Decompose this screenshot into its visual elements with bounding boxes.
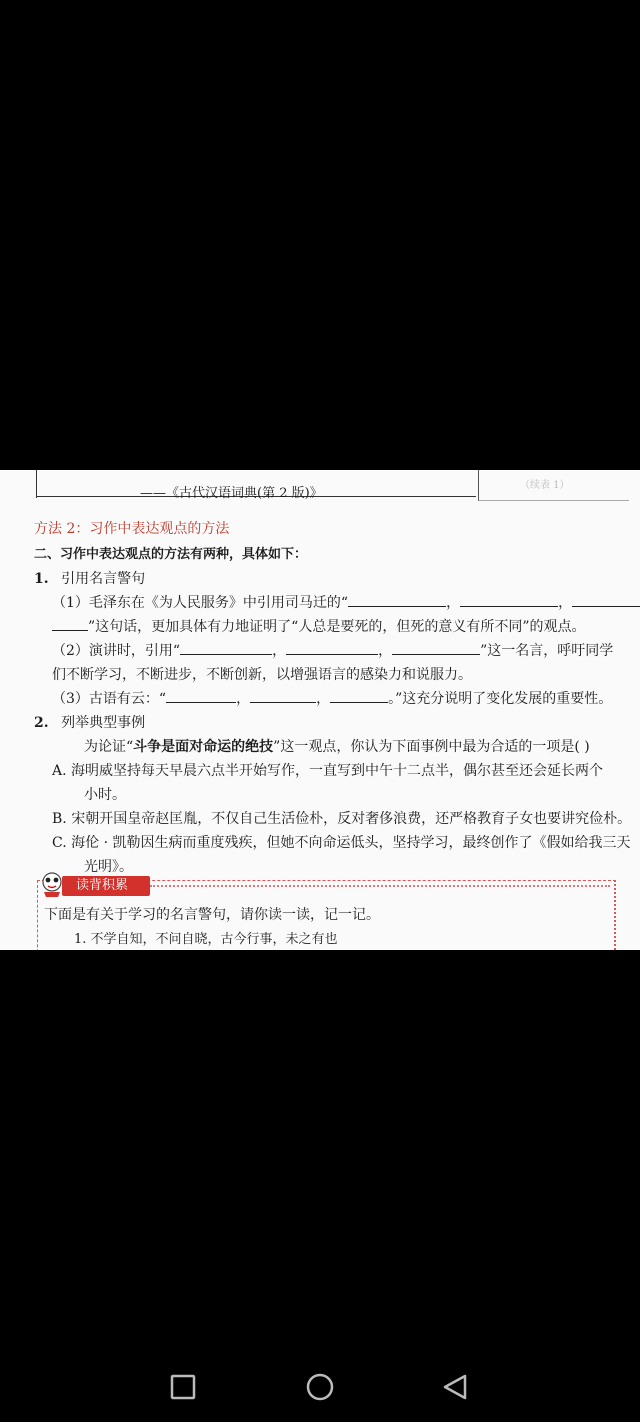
q1-sep-2: ， <box>558 595 573 611</box>
q2-text-a: （2）演讲时，引用“ <box>52 643 181 659</box>
item2-heading <box>34 712 145 732</box>
q1-blank-1[interactable] <box>348 594 446 607</box>
question-1-line-2 <box>52 616 585 636</box>
item2-number: 2. <box>34 715 49 731</box>
q1-sep-1: ， <box>446 595 461 611</box>
q2-blank-3[interactable] <box>392 642 480 655</box>
q3-text-b: 。”这充分说明了变化发展的重要性。 <box>388 691 613 707</box>
q3-sep-1: ， <box>236 691 251 707</box>
item1-heading <box>34 568 145 588</box>
q2-text-b: ”这一名言，呼吁同学 <box>480 643 614 659</box>
question-2-line-1 <box>52 640 613 660</box>
option-c-line-2: 光明》。 <box>84 859 133 875</box>
q3-blank-3[interactable] <box>330 690 388 703</box>
q1-text-b: ”这句话，更加具体有力地证明了“人总是要死的，但死的意义有所不同”的观点。 <box>88 619 586 635</box>
triangle-back-icon[interactable] <box>440 1372 470 1402</box>
item2-title: 列举典型事例 <box>61 715 146 731</box>
table-border-left <box>36 470 37 498</box>
reading-intro: 下面是有关于学习的名言警句，请你读一读，记一记。 <box>44 907 380 923</box>
mascot-icon <box>38 870 66 898</box>
q3-sep-2: ， <box>316 691 331 707</box>
option-b: B. 宋朝开国皇帝赵匡胤，不仅自己生活俭朴，反对奢侈浪费，还严格教育子女也要讲究俭朴。 <box>52 811 632 827</box>
stem-bold: 斗争是面对命运的绝技 <box>133 739 274 755</box>
q2-sep-2: ， <box>378 643 393 659</box>
square-icon[interactable] <box>168 1372 198 1402</box>
document-page <box>0 470 640 950</box>
item1-title: 引用名言警句 <box>61 571 146 587</box>
option-c-line-1: C. 海伦 · 凯勒因生病而重度残疾，但她不向命运低头，坚持学习，最终创作了《假如给我三天 <box>52 835 631 851</box>
q1-blank-3-cont[interactable] <box>52 618 88 631</box>
question-1-line-1 <box>52 592 640 612</box>
reading-box-dotted-top <box>150 885 610 887</box>
item2-stem <box>84 736 590 756</box>
option-a-line-2: 小时。 <box>84 787 126 803</box>
q2-blank-2[interactable] <box>286 642 378 655</box>
intro-text: 二、习作中表达观点的方法有两种，具体如下： <box>34 547 308 562</box>
stem-text-a: 为论证“ <box>84 739 134 755</box>
circle-icon[interactable] <box>305 1372 335 1402</box>
q3-blank-2[interactable] <box>250 690 316 703</box>
q1-blank-3[interactable] <box>572 594 640 607</box>
question-2-line-2: 们不断学习，不断进步，不断创新，以增强语言的感染力和说服力。 <box>52 667 472 683</box>
stem-text-b: ”这一观点，你认为下面事例中最为合适的一项是( ) <box>273 739 590 755</box>
question-3 <box>52 688 612 708</box>
faint-table-header: （续表 1） <box>520 480 570 491</box>
reading-line-1: 1. 不学自知，不问自晓，古今行事，未之有也 <box>74 932 338 947</box>
source-reference: ——《古代汉语词典(第 2 版)》 <box>140 486 323 501</box>
q2-sep-1: ， <box>272 643 287 659</box>
reading-badge: 读背积累 <box>62 876 150 896</box>
item1-number: 1. <box>34 571 49 587</box>
q1-blank-2[interactable] <box>460 594 558 607</box>
q3-blank-1[interactable] <box>166 690 236 703</box>
option-a-line-1: A. 海明威坚持每天早晨六点半开始写作，一直写到中午十二点半，偶尔甚至还会延长两个 <box>52 763 604 779</box>
q1-text-a: （1）毛泽东在《为人民服务》中引用司马迁的“ <box>52 595 349 611</box>
q3-text-a: （3）古语有云：“ <box>52 691 167 707</box>
method-heading: 方法 2：习作中表达观点的方法 <box>34 521 230 537</box>
q2-blank-1[interactable] <box>180 642 272 655</box>
